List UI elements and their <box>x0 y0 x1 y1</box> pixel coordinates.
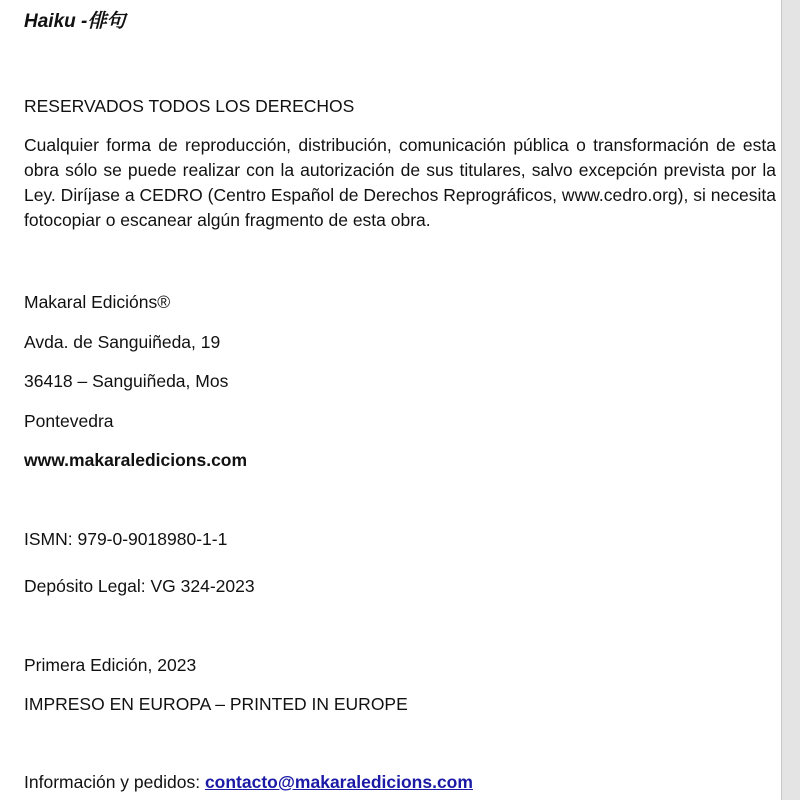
publisher-street: Avda. de Sanguiñeda, 19 <box>24 332 221 352</box>
publisher-postal-city: 36418 – Sanguiñeda, Mos <box>24 371 229 391</box>
document-title: Haiku -俳句 <box>24 11 126 32</box>
scrollbar-track[interactable] <box>782 0 800 800</box>
contact-label: Información y pedidos: <box>24 772 205 792</box>
contact-line <box>24 772 473 793</box>
rights-paragraph: Cualquier forma de reproducción, distribución, comunicación pública o transformación de esta obra sólo se puede realizar con la autorización de sus titulares, salvo excepción prevista por la Ley. Diríjase a CEDRO (Centro Español de Derechos Reprográficos, www.cedro.org), si necesita fotocopiar o escanear algún fragmento de esta obra. <box>24 135 776 230</box>
rights-heading: RESERVADOS TODOS LOS DERECHOS <box>24 96 355 116</box>
edition: Primera Edición, 2023 <box>24 655 197 675</box>
publisher-province: Pontevedra <box>24 411 114 431</box>
ismn: ISMN: 979-0-9018980-1-1 <box>24 529 228 549</box>
legal-deposit: Depósito Legal: VG 324-2023 <box>24 576 255 596</box>
contact-email-link[interactable]: contacto@makaraledicions.com <box>204 772 473 792</box>
publisher-website: www.makaraledicions.com <box>24 450 248 470</box>
printed-in: IMPRESO EN EUROPA – PRINTED IN EUROPE <box>24 694 408 714</box>
publisher-name: Makaral Edicións® <box>24 292 171 312</box>
